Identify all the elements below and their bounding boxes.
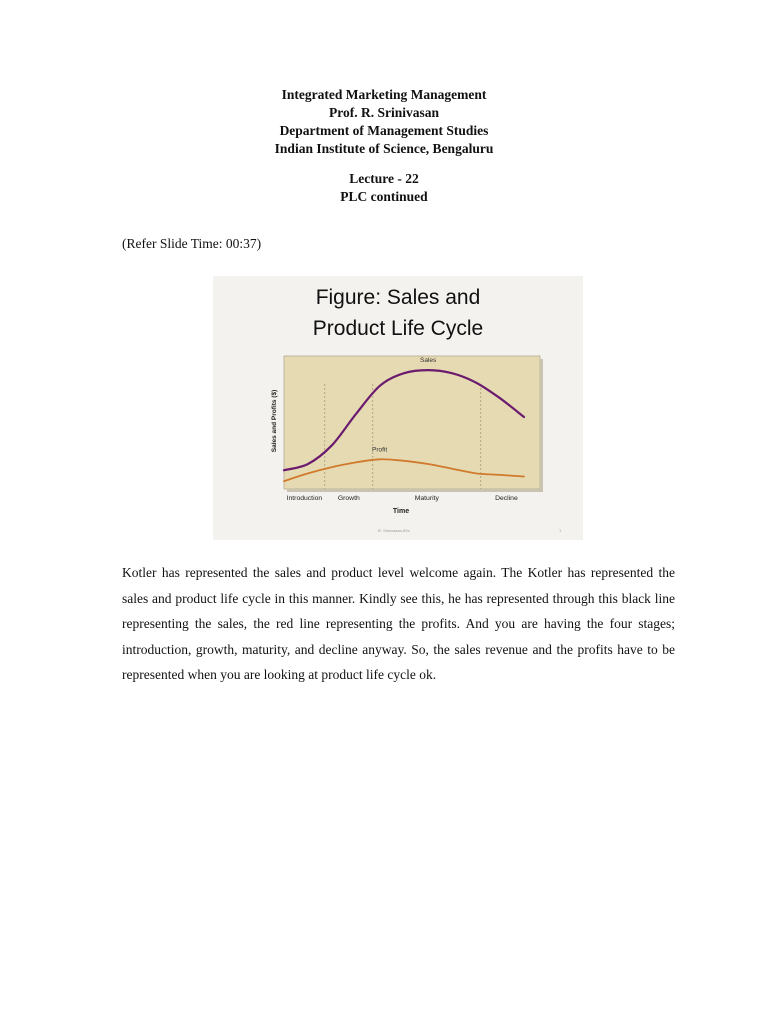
x-axis-label: Time	[392, 508, 410, 515]
slide-image	[213, 276, 583, 540]
slide-footer-credit: R. Srinivasan,IISc	[378, 528, 410, 533]
lecture-topic: PLC continued	[340, 189, 428, 204]
plc-chart	[213, 276, 583, 540]
series-label-profit: Profit	[372, 446, 388, 454]
slide-title-line-2: Product Life Cycle	[312, 317, 484, 340]
plot-shadow-bottom	[287, 489, 543, 492]
y-axis-label: Sales and Profits ($)	[271, 389, 278, 453]
series-label-sales: Sales	[420, 357, 437, 365]
department-name: Department of Management Studies	[279, 123, 489, 138]
lecture-number: Lecture - 22	[349, 171, 419, 186]
slide-title-line-1: Figure: Sales and	[315, 286, 481, 309]
slide-page-number: 1	[559, 528, 562, 533]
plot-area	[284, 356, 543, 492]
lecture-info	[0, 170, 768, 206]
stage-label-decline: Decline	[495, 495, 518, 502]
institute-name: Indian Institute of Science, Bengaluru	[274, 141, 494, 156]
stage-labels	[287, 495, 518, 502]
plot-shadow-right	[540, 359, 543, 492]
refer-slide-time: (Refer Slide Time: 00:37)	[122, 236, 262, 251]
lecture-header	[0, 86, 768, 158]
transcript-paragraph: Kotler has represented the sales and product level welcome again. The Kotler has represented the sales and product life cycle in this manner. Kindly see this, he has represented through this black line representing the sales, the red line representing the profits. And you are having the four stages; introduction, growth, maturity, and decline anyway. So, the sales revenue and the profits have to be represented when you are looking at product life cycle ok.	[122, 565, 675, 682]
stage-label-maturity: Maturity	[414, 495, 439, 502]
professor-name: Prof. R. Srinivasan	[328, 105, 439, 120]
course-title: Integrated Marketing Management	[281, 87, 487, 102]
stage-label-growth: Growth	[337, 495, 360, 502]
stage-label-introduction: Introduction	[286, 495, 323, 502]
